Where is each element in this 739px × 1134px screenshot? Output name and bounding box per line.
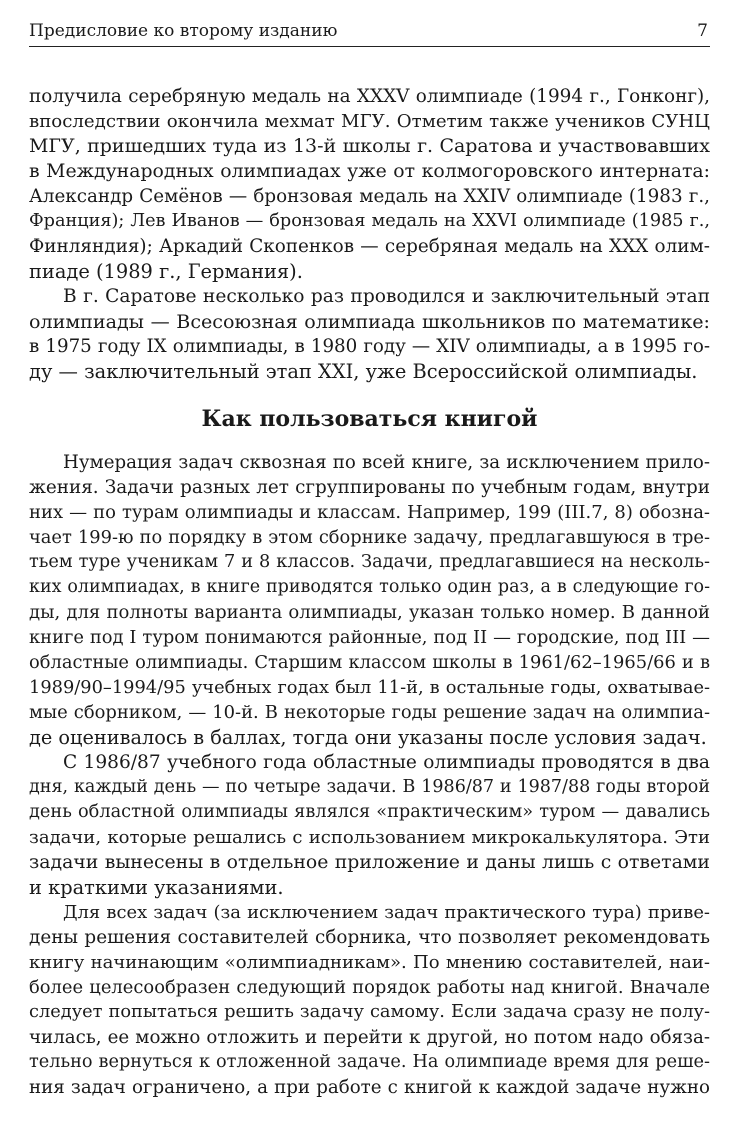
text-line: задачи, которые решались с использованием микрокалькулятора. Эти <box>29 827 710 848</box>
text-line: Финляндия); Аркадий Скопенков — серебряная медаль на XXX олим- <box>29 236 710 257</box>
page-number: 7 <box>697 21 708 41</box>
text-line: Для всех задач (за исключением задач практического тура) приве- <box>63 902 710 923</box>
section-heading: Как пользоваться книгой <box>201 406 538 432</box>
text-line: Франция); Лев Иванов — бронзовая медаль на XXVI олимпиаде (1985 г., <box>29 211 710 231</box>
text-line: тьем туре ученикам 7 и 8 классов. Задачи, предлагавшиеся на несколь- <box>29 552 710 572</box>
text-line: ды, для полноты варианта олимпиады, указан только номер. В данной <box>29 602 710 623</box>
text-line: В г. Саратове несколько раз проводился и заключительный этап <box>63 286 710 307</box>
text-line: книгу начинающим «олимпиадникам». По мнению составителей, наи- <box>29 952 710 973</box>
text-line: задачи вынесены в отдельное приложение и даны лишь с ответами <box>29 852 710 873</box>
paragraph-two-day-olympiads <box>29 750 710 900</box>
text-line: тельно вернуться к отложенной задаче. На олимпиаде время для реше- <box>29 1052 710 1072</box>
text-line: ких олимпиадах, в книге приводятся только один раз, а в следующие го- <box>29 577 710 597</box>
text-line: получила серебряную медаль на XXXV олимпиаде (1994 г., Гонконг), <box>29 86 710 107</box>
text-line: де оценивалось в баллах, тогда они указаны после условия задач. <box>29 726 707 749</box>
text-line: дены решения составителей сборника, что позволяет рекомендовать <box>29 927 710 948</box>
text-line: более целесообразен следующий порядок работы над книгой. Вначале <box>29 977 710 998</box>
text-line: впоследствии окончила мехмат МГУ. Отметим также учеников СУНЦ <box>29 111 710 132</box>
text-line: олимпиады — Всесоюзная олимпиада школьников по математике: <box>29 310 710 333</box>
text-line: день областной олимпиады являлся «практическим» туром — давались <box>29 802 710 822</box>
paragraph-saratov-final-stage <box>29 284 710 384</box>
text-line: Александр Семёнов — бронзовая медаль на XXIV олимпиаде (1983 г., <box>29 186 710 207</box>
text-line: С 1986/87 учебного года областные олимпиады проводятся в два <box>63 752 710 773</box>
text-line: Нумерация задач сквозная по всей книге, за исключением прило- <box>63 452 710 473</box>
running-header <box>29 18 710 47</box>
text-line: жения. Задачи разных лет сгруппированы по учебным годам, внутри <box>29 477 710 498</box>
text-line: областные олимпиады. Старшим классом школы в 1961/62–1965/66 и в <box>29 652 710 673</box>
text-line: мые сборником, — 10-й. В некоторые годы решение задач на олимпиа- <box>29 702 710 723</box>
text-line: МГУ, пришедших туда из 13-й школы г. Саратова и участвовавших <box>29 135 710 157</box>
text-line: в Международных олимпиадах уже от колмогоровского интерната: <box>29 161 710 182</box>
text-line: чилась, ее можно отложить и перейти к другой, но потом надо обяза- <box>29 1027 710 1048</box>
text-line: 1989/90–1994/95 учебных годах был 11-й, в остальные годы, охватывае- <box>29 677 710 698</box>
text-line: чает 199-ю по порядку в этом сборнике задачу, предлагавшуюся в тре- <box>29 527 710 548</box>
text-line: них — по турам олимпиады и классам. Например, 199 (III.7, 8) обозна- <box>29 502 710 523</box>
paragraph-numbering <box>29 450 710 750</box>
book-page <box>29 0 710 1134</box>
running-header-title: Предисловие ко второму изданию <box>29 21 338 41</box>
text-line: ду — заключительный этап XXI, уже Всероссийской олимпиады. <box>29 360 698 383</box>
text-line: пиаде (1989 г., Германия). <box>29 260 303 283</box>
text-line: в 1975 году IX олимпиады, в 1980 году — XIV олимпиады, а в 1995 го- <box>29 336 710 357</box>
text-line: ния задач ограничено, а при работе с книгой к каждой задаче нужно <box>29 1077 710 1098</box>
text-line: и краткими указаниями. <box>29 876 284 899</box>
text-line: книге под I туром понимаются районные, под II — городские, под III — <box>29 627 710 648</box>
paragraph-olympiad-medalists <box>29 84 710 284</box>
text-line: дня, каждый день — по четыре задачи. В 1986/87 и 1987/88 годы второй <box>29 777 710 797</box>
body-text <box>29 84 710 1100</box>
paragraph-solutions-advice <box>29 900 710 1100</box>
text-line: следует попытаться решить задачу самому. Если задача сразу не полу- <box>29 1002 710 1022</box>
